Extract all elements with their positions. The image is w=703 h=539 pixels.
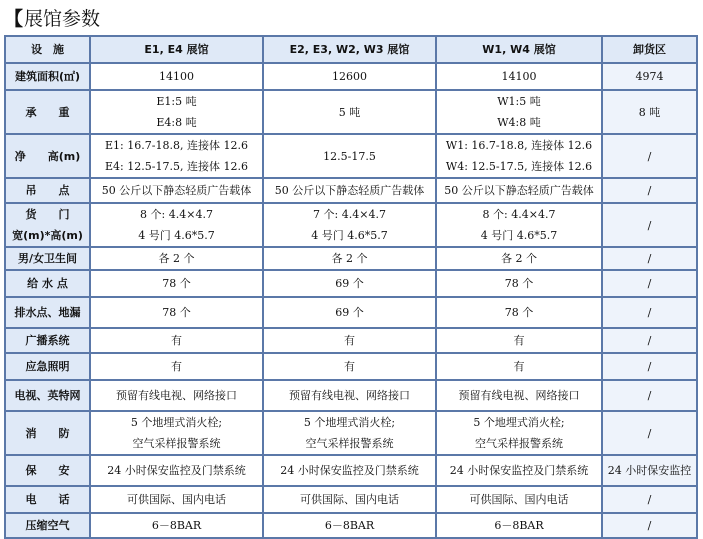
col-header-w1-w4: W1, W4 展馆: [436, 36, 602, 63]
page-heading: [4, 3, 100, 31]
table-row: [5, 455, 697, 486]
table-cell: /: [602, 513, 697, 538]
table-cell: 有: [436, 328, 602, 353]
table-cell: [436, 411, 602, 455]
table-cell-line: 空气采样报警系统: [132, 437, 221, 450]
table-cell: 24 小时保安监控及门禁系统: [436, 455, 602, 486]
table-cell: [263, 203, 436, 247]
table-header-row: [5, 36, 697, 63]
table-cell: [90, 134, 263, 178]
table-cell: /: [602, 270, 697, 297]
table-cell: 有: [263, 328, 436, 353]
table-row: [5, 513, 697, 538]
table-cell: [436, 134, 602, 178]
table-cell-line: 5 个地埋式消火栓;: [473, 416, 565, 429]
table-row: [5, 247, 697, 270]
table-cell: /: [602, 297, 697, 328]
table-cell: /: [602, 411, 697, 455]
row-label: 广播系统: [5, 328, 90, 353]
row-label: 男/女卫生间: [5, 247, 90, 270]
table-cell-line: W1:5 吨: [497, 95, 541, 108]
row-label: 保 安: [5, 455, 90, 486]
table-row: [5, 270, 697, 297]
table-cell: /: [602, 486, 697, 513]
table-cell-line: W1: 16.7-18.8, 连接体 12.6: [445, 139, 593, 152]
table-cell: 可供国际、国内电话: [90, 486, 263, 513]
row-label-line: 货 门: [25, 208, 70, 221]
table-cell: /: [602, 203, 697, 247]
table-cell: /: [602, 353, 697, 380]
table-cell: 24 小时保安监控及门禁系统: [90, 455, 263, 486]
table-cell: 78 个: [436, 297, 602, 328]
table-cell: [90, 203, 263, 247]
table-cell-line: 空气采样报警系统: [305, 437, 394, 450]
row-label: 消 防: [5, 411, 90, 455]
table-cell: 14100: [90, 63, 263, 90]
table-row: [5, 63, 697, 90]
row-label: 应急照明: [5, 353, 90, 380]
table-cell: 6－8BAR: [436, 513, 602, 538]
table-row: [5, 178, 697, 203]
table-cell: /: [602, 134, 697, 178]
table-cell-line: W4: 12.5-17.5, 连接体 12.6: [445, 160, 593, 173]
col-header-e1-e4: E1, E4 展馆: [90, 36, 263, 63]
table-cell: 各 2 个: [263, 247, 436, 270]
table-row: [5, 328, 697, 353]
table-cell: 78 个: [90, 270, 263, 297]
table-cell: [90, 90, 263, 134]
table-cell: 69 个: [263, 297, 436, 328]
table-cell: 24 小时保安监控: [602, 455, 697, 486]
table-cell: [436, 90, 602, 134]
table-cell: 预留有线电视、网络接口: [436, 380, 602, 411]
table-cell: [436, 203, 602, 247]
table-cell: [263, 411, 436, 455]
row-label: 净 高(m): [5, 134, 90, 178]
table-cell-line: 8 个: 4.4×4.7: [140, 208, 213, 221]
table-cell: 12.5-17.5: [263, 134, 436, 178]
table-cell: 50 公斤以下静态轻质广告载体: [263, 178, 436, 203]
table-cell: [90, 411, 263, 455]
table-cell: 预留有线电视、网络接口: [90, 380, 263, 411]
table-cell-line: W4:8 吨: [497, 116, 541, 129]
row-label: 电 话: [5, 486, 90, 513]
venue-parameters-table: [4, 35, 698, 539]
col-header-unloading-area: 卸货区: [602, 36, 697, 63]
table-cell: 有: [263, 353, 436, 380]
table-cell-line: 5 个地埋式消火栓;: [130, 416, 223, 429]
table-cell: 4974: [602, 63, 697, 90]
table-cell-line: 4 号门 4.6*5.7: [138, 229, 215, 242]
table-row: [5, 134, 697, 178]
row-label: 建筑面积(㎡): [5, 63, 90, 90]
table-row: [5, 353, 697, 380]
table-row: [5, 90, 697, 134]
table-row: [5, 380, 697, 411]
table-cell: 预留有线电视、网络接口: [263, 380, 436, 411]
row-label: 排水点、地漏: [5, 297, 90, 328]
table-cell: /: [602, 328, 697, 353]
table-cell-line: 4 号门 4.6*5.7: [311, 229, 388, 242]
table-cell-line: 7 个: 4.4×4.7: [313, 208, 386, 221]
table-cell: 6－8BAR: [263, 513, 436, 538]
table-cell: 78 个: [436, 270, 602, 297]
row-label: [5, 203, 90, 247]
table-row: [5, 297, 697, 328]
table-cell: 50 公斤以下静态轻质广告载体: [90, 178, 263, 203]
row-label: 吊 点: [5, 178, 90, 203]
table-cell-line: E1: 16.7-18.8, 连接体 12.6: [105, 139, 248, 152]
table-cell: 12600: [263, 63, 436, 90]
row-label-line: 宽(m)*高(m): [12, 229, 83, 242]
table-cell: 各 2 个: [436, 247, 602, 270]
col-header-e2-e3-w2-w3: E2, E3, W2, W3 展馆: [263, 36, 436, 63]
table-cell: /: [602, 247, 697, 270]
table-row: [5, 486, 697, 513]
table-cell: 24 小时保安监控及门禁系统: [263, 455, 436, 486]
table-cell-line: 空气采样报警系统: [475, 437, 563, 450]
table-cell: /: [602, 380, 697, 411]
table-cell: 50 公斤以下静态轻质广告载体: [436, 178, 602, 203]
table-cell-line: 8 个: 4.4×4.7: [482, 208, 556, 221]
table-cell: 各 2 个: [90, 247, 263, 270]
table-cell-line: E4: 12.5-17.5, 连接体 12.6: [105, 160, 248, 173]
table-cell: /: [602, 178, 697, 203]
table-cell: 14100: [436, 63, 602, 90]
table-cell: 6－8BAR: [90, 513, 263, 538]
table-cell: 可供国际、国内电话: [436, 486, 602, 513]
row-label: 压缩空气: [5, 513, 90, 538]
row-label: 承 重: [5, 90, 90, 134]
table-cell: 有: [436, 353, 602, 380]
heading-bracket: 【: [4, 7, 24, 30]
table-cell: 有: [90, 328, 263, 353]
table-cell-line: 4 号门 4.6*5.7: [480, 229, 558, 242]
table-cell-line: E1:5 吨: [156, 95, 197, 108]
table-cell: 69 个: [263, 270, 436, 297]
row-label: 给 水 点: [5, 270, 90, 297]
table-row: [5, 203, 697, 247]
table-cell-line: 5 个地埋式消火栓;: [303, 416, 396, 429]
table-cell: 可供国际、国内电话: [263, 486, 436, 513]
table-cell: 5 吨: [263, 90, 436, 134]
table-cell-line: E4:8 吨: [156, 116, 197, 129]
table-cell: 有: [90, 353, 263, 380]
heading-title: 展馆参数: [24, 7, 101, 30]
table-cell: 8 吨: [602, 90, 697, 134]
table-cell: 78 个: [90, 297, 263, 328]
row-label: 电视、英特网: [5, 380, 90, 411]
col-header-facility: 设 施: [5, 36, 90, 63]
table-row: [5, 411, 697, 455]
